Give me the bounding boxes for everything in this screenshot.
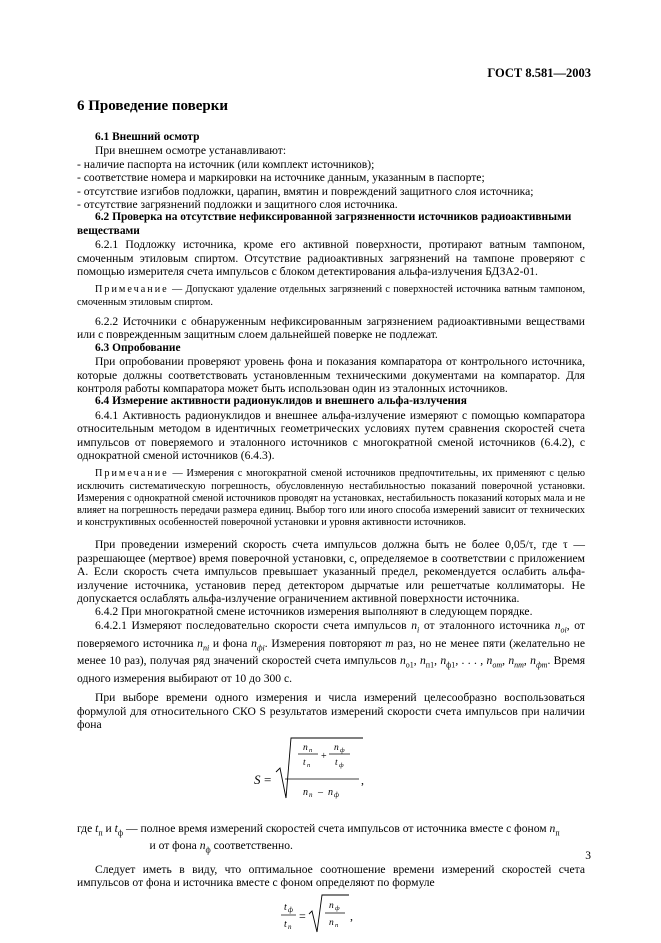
- page-content: [77, 97, 585, 940]
- note-label: Примечание: [95, 284, 169, 296]
- svg-text:n: n: [329, 917, 334, 928]
- svg-text:–: –: [318, 786, 323, 798]
- note-text: — Измерения с многократной сменой источников предпочтительны, их применяют с целью исключить систематическую погрешность, обусловленную нестабильностью показаний поверочной установки. Измерения с однократной сменой источников проводят на установках, нестабильность показаний которых мала и не влияет на погрешность передачи размера единиц. Выбор того или иного способа измерений зависит от технических и конструктивных особенностей поверочной установки и уровня активности источников.: [77, 468, 585, 529]
- s64-p7: Следует иметь в виду, что оптимальное соотношение времени измерений скоростей счета импульсов от фона и источника вместе с фоном определяют по формуле: [77, 863, 585, 890]
- s64-p1: 6.4.1 Активность радионуклидов и внешнее альфа-излучение измеряют с помощью компаратора относительным методом в идентичных геометрических условиях путем сравнения скоростей счета импульсов от поверяемого и эталонного источников с многократной сменой источников (6.4.2), с однократной сменой источников (6.4.3).: [77, 408, 585, 462]
- list-item: - наличие паспорта на источник (или комплект источников);: [77, 157, 375, 171]
- page-header: ГОСТ 8.581—2003: [487, 66, 591, 80]
- page-number: 3: [585, 850, 591, 862]
- subsection-6-1-title: 6.1 Внешний осмотр: [95, 131, 200, 143]
- svg-text:,: ,: [361, 772, 364, 787]
- svg-text:n: n: [329, 900, 334, 911]
- s63-p1: При опробовании проверяют уровень фона и показания компаратора от контрольного источника, которые должны соответствовать установленным техническими документами на компаратор. Для контроля работы компаратора может быть использован один из эталонных источников.: [77, 355, 585, 395]
- subsection-6-4-title: 6.4 Измерение активности радионуклидов и внешнего альфа-излучения: [95, 395, 467, 408]
- svg-text:п: п: [307, 761, 311, 769]
- svg-text:S: S: [254, 771, 261, 787]
- svg-text:n: n: [303, 786, 308, 798]
- svg-text:ф: ф: [340, 746, 345, 754]
- formula-s-svg: [77, 732, 585, 822]
- section-title: 6 Проведение поверки: [77, 98, 229, 114]
- subsection-6-2-title: 6.2 Проверка на отсутствие нефиксированной загрязненности источников радиоактивными веществами: [77, 211, 572, 237]
- svg-text:ф: ф: [335, 904, 340, 912]
- formula-t-ratio-svg: [77, 890, 585, 940]
- s64-p5: При выборе времени одного измерения и числа измерений целесообразно воспользоваться формулой для относительного СКО S результатов измерений скорости счета импульсов при наличии фона: [77, 691, 585, 732]
- s64-note: [77, 468, 585, 529]
- svg-text:ф: ф: [339, 761, 344, 769]
- s62-p2: 6.2.2 Источники с обнаруженным нефиксированным загрязнением радиоактивными веществами или с поврежденным защитным слоем дальнейшей поверке не подлежат.: [77, 314, 585, 342]
- svg-text:п: п: [309, 790, 313, 799]
- s64-p4: 6.4.2.1 Измеряют последовательно скорости счета импульсов $n_i$ от эталонного источника $n_{oi}$, от поверяемого источника $n_{пi}$ и фона $n_{фi}$. Измерения повторяют m раз, но не менее пяти (желательно не менее 10 раз), получая ряд значений скоростей счета импульсов $n_{o1}$, $n_{п1}$, $n_{ф1}$, . . . , $n_{om}$, $n_{пm}$, $n_{фm}$. Время одного измерения выбирают от 10 до 300 с.: [77, 618, 586, 685]
- s64-p3: 6.4.2 При многократной смене источников измерения выполняют в следующем порядке.: [95, 605, 533, 619]
- svg-text:п: п: [309, 746, 313, 754]
- svg-text:+: +: [321, 750, 327, 762]
- subsection-6-3-title: 6.3 Опробование: [95, 341, 181, 354]
- svg-text:п: п: [335, 921, 339, 929]
- svg-text:t: t: [335, 757, 338, 768]
- svg-text:n: n: [328, 786, 333, 798]
- svg-text:t: t: [284, 901, 287, 913]
- svg-text:,: ,: [350, 908, 353, 923]
- list-item: - отсутствие изгибов подложки, царапин, вмятин и повреждений защитного слоя источника;: [77, 184, 534, 198]
- svg-text:ф: ф: [288, 905, 293, 914]
- list-item: - соответствие номера и маркировки на источнике данным, указанным в паспорте;: [77, 171, 485, 185]
- formula-t-ratio: [77, 890, 585, 940]
- svg-text:=: =: [299, 908, 306, 923]
- s64-p2: При проведении измерений скорость счета импульсов должна быть не более 0,05/τ, где τ — разрешающее (мертвое) время поверочной установки, с, определяемое в соответствии с приложением А. Если скорость счета импульсов превышает указанный предел, рекомендуется ослабить альфа-излучение источника, установив перед детектором дырчатые или решетчатые коллиматоры. Не допускается ослаблять альфа-излучение ограничением активной поверхности источника.: [77, 538, 585, 605]
- s62-note: [77, 284, 585, 308]
- s62-p1: 6.2.1 Подложку источника, кроме его активной поверхности, протирают ватным тампоном, смоченным этиловым спиртом. Отсутствие радиоактивных загрязнений на тампоне проверяют с помощью измерителя счета импульсов с блоком детектирования альфа-излучения БДЗА2-01.: [77, 238, 585, 279]
- svg-text:n: n: [303, 742, 308, 753]
- list-item: - отсутствие загрязнений подложки и защитного слоя источника.: [77, 198, 398, 212]
- note-label: Примечание: [95, 468, 169, 480]
- s61-intro: При внешнем осмотре устанавливают:: [95, 144, 287, 158]
- svg-text:ф: ф: [334, 790, 339, 799]
- formula-s: [77, 732, 585, 822]
- svg-text:п: п: [288, 922, 292, 931]
- svg-text:t: t: [284, 918, 287, 930]
- note-text: — Допускают удаление отдельных загрязнений с поверхностей источника ватным тампоном, смоченным этиловым спиртом.: [77, 284, 585, 308]
- svg-text:n: n: [334, 742, 339, 753]
- svg-text:=: =: [264, 771, 272, 787]
- svg-text:t: t: [303, 757, 306, 768]
- s61-list: [77, 158, 585, 212]
- s64-p6: где $t_п$ и $t_ф$ — полное время измерений скоростей счета импульсов от источника вместе с фоном $n_п$ и от фона $n_ф$ соответственно.: [77, 821, 560, 855]
